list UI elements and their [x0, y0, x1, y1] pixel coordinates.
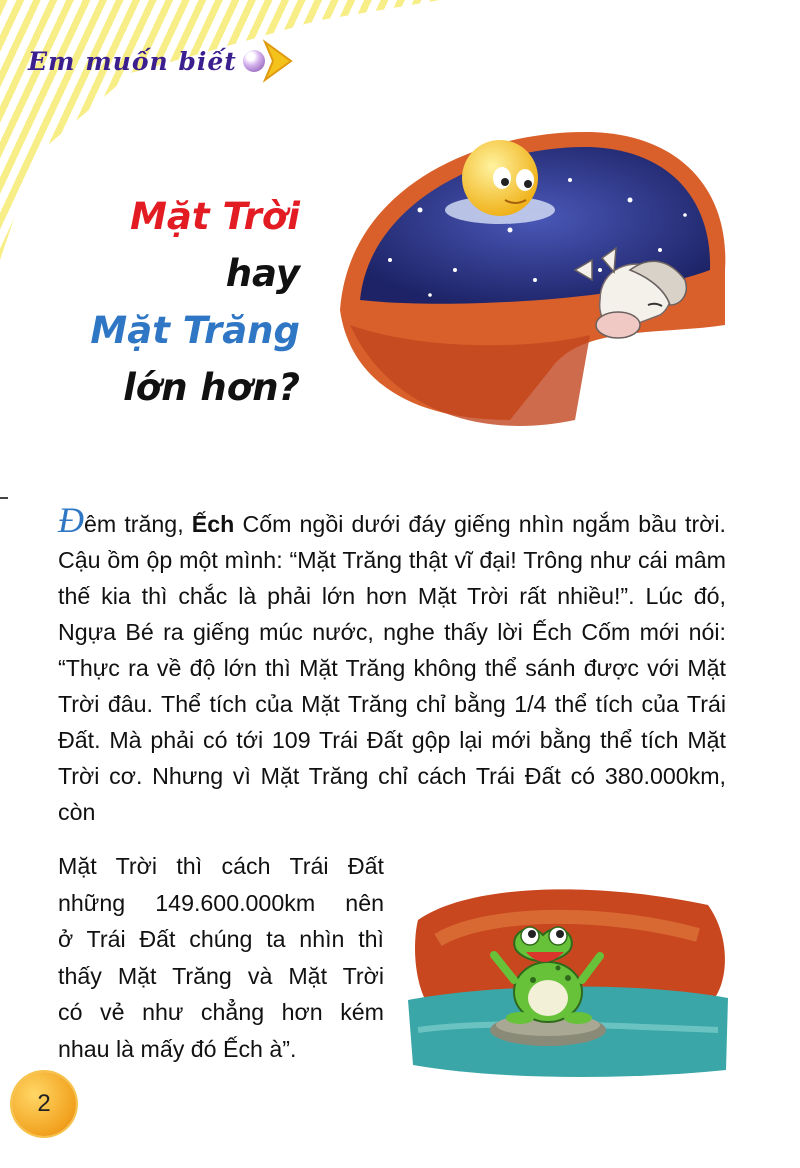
page-number: 2: [37, 1090, 51, 1117]
title-line-1: Mặt Trời: [130, 195, 300, 238]
text-line: ở Trái Đất chúng ta nhìn thì: [58, 926, 384, 953]
chevron-right-icon: [261, 38, 297, 84]
character-name: Ếch: [191, 511, 235, 537]
text-line: có vẻ như chẳng hơn kém: [58, 999, 384, 1026]
title-line-2: hay: [225, 252, 300, 295]
text-line: Mặt Trời thì cách Trái Đất: [58, 853, 384, 879]
title-line-4: lớn hơn?: [123, 366, 300, 409]
frog-illustration: [408, 880, 738, 1080]
margin-mark: [0, 497, 8, 499]
text-line: thấy Mặt Trăng và Mặt Trời: [58, 962, 384, 989]
moon-sun-horse-illustration: [330, 120, 740, 460]
header-label: Em muốn biết: [28, 46, 237, 76]
drop-cap: Đ: [58, 500, 84, 540]
text-line: những 149.600.000km nên: [58, 889, 384, 916]
title-line-3: Mặt Trăng: [90, 309, 300, 352]
section-header: [28, 38, 297, 84]
page-number-badge: [12, 1072, 76, 1136]
story-paragraph: [58, 500, 726, 830]
paragraph-text: Cốm ngồi dưới đáy giếng nhìn ngắm bầu trời. Cậu ồm ộp một mình: “Mặt Trăng thật vĩ đại! Trông như cái mâm thế kia thì chắc là phải lớn hơn Mặt Trời rất nhiều!”. Lúc đó, Ngựa Bé ra giếng múc nước, nghe thấy lời Ếch Cốm mới nói: “Thực ra về độ lớn thì Mặt Trăng không thể sánh được với Mặt Trời đâu. Thể tích của Mặt Trăng chỉ bằng 1/4 thể tích của Trái Đất. Mà phải có tới 109 Trái Đất gộp lại mới bằng thể tích Mặt Trời cơ. Nhưng vì Mặt Trăng chỉ cách Trái Đất có 380.000km, còn: [58, 511, 726, 825]
page-title: [60, 188, 300, 416]
story-continuation: [58, 848, 384, 1068]
paragraph-intro: êm trăng,: [84, 511, 192, 537]
text-line: nhau là mấy đó Ếch à”.: [58, 1035, 297, 1062]
